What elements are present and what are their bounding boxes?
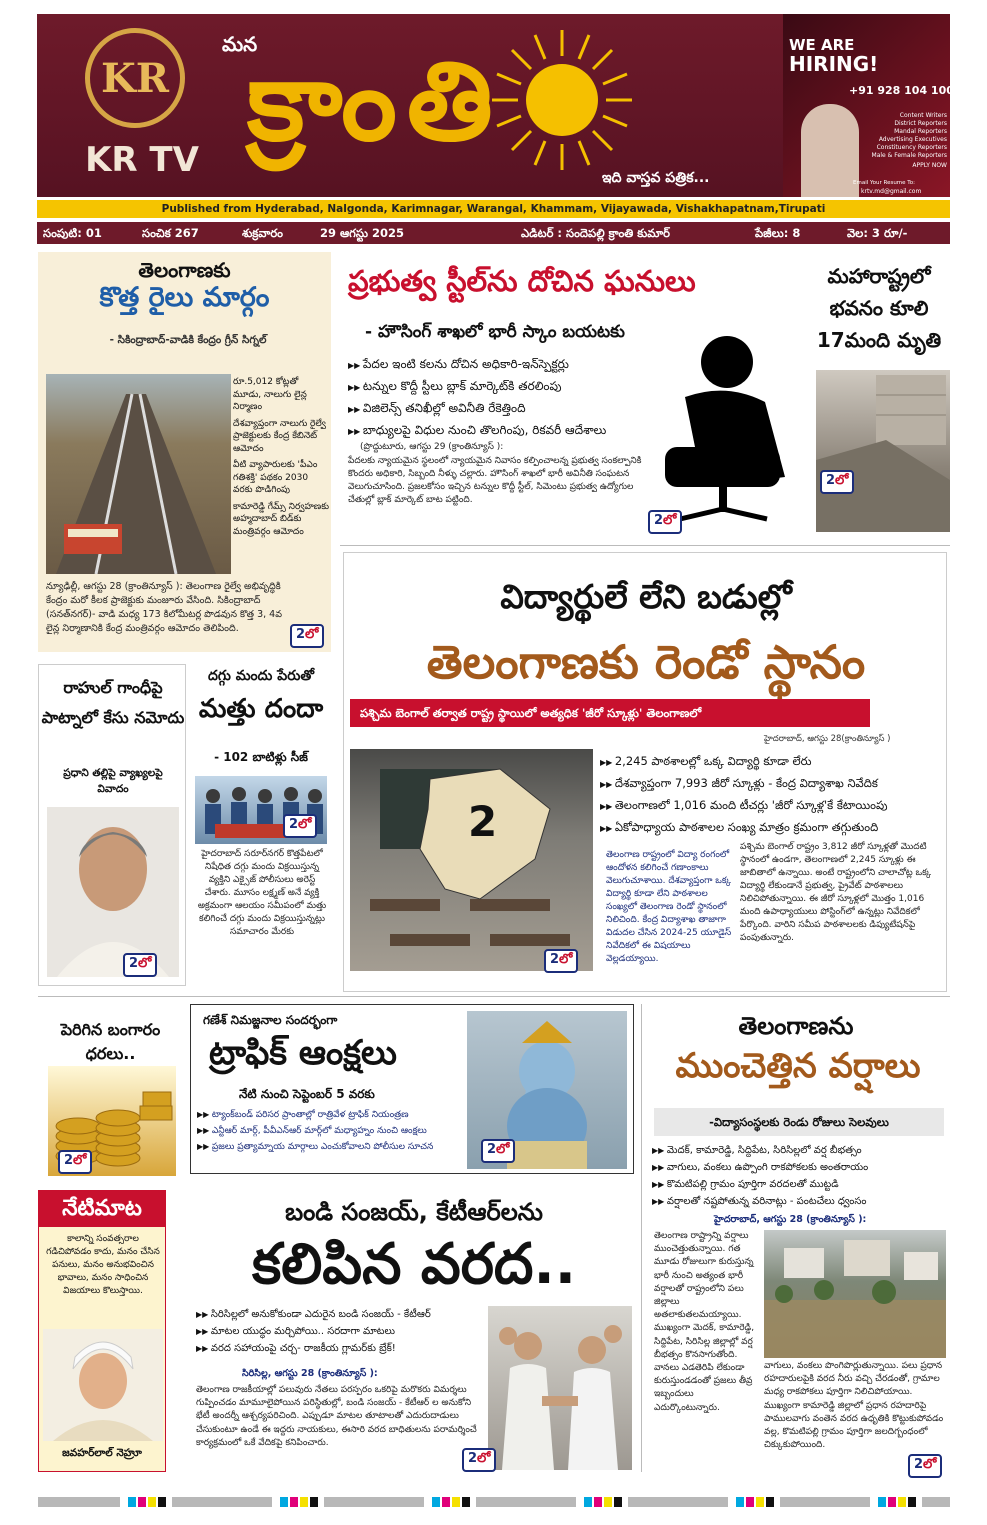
krtv-text: KR TV	[85, 140, 199, 180]
brand-mana: మన	[222, 32, 258, 56]
steel-dateline: (ప్రొద్దుటూరు, ఆగస్టు 29 (క్రాంతిన్యూస్ ):	[360, 442, 504, 452]
krtv-logo-ring	[85, 28, 185, 128]
netimata-caption: జవహర్‌లాల్ నెహ్రూ	[62, 1447, 142, 1459]
volume: సంపుటి: 01	[43, 226, 102, 240]
rains-body-col1: తెలంగాణ రాష్ట్రాన్ని వర్షాలు ముంచెత్తుతున్నాయి. గత మూడు రోజులుగా కురుస్తున్న భారీ నుంచి అత్యంత భారీ వర్షాలతో రాష్ట్రంలోని పలు జిల్లాలు అతలాకుతలమయ్యాయి. ముఖ్యంగా మెదక్, కామారెడ్డి, సిద్దిపేట, సిరిసిల్ల జిల్లాల్లో వర్ష బీభత్సం కొనసాగుతోంది. వానలు ఎడతెరిపి లేకుండా కురుస్తుండడంతో ప్రజలు తీవ్ర ఇబ్బందులు ఎదుర్కొంటున్నారు.	[654, 1231, 755, 1413]
krtv-logo	[77, 28, 197, 188]
rahul-gandhi-photo	[47, 807, 179, 977]
ad-line2: HIRING!	[789, 52, 879, 76]
rains-story	[646, 1004, 950, 1476]
railway-track-photo	[46, 374, 231, 574]
steel-story	[340, 252, 800, 537]
flood-story	[192, 1190, 636, 1472]
brand-title: క్రాంతి	[247, 37, 503, 165]
traffic-kicker: గణేశ్ నిమజ్జనాల సందర్భంగా	[203, 1013, 338, 1027]
day: శుక్రవారం	[242, 226, 284, 240]
page-2-badge[interactable]: 2లో	[820, 470, 854, 494]
divider	[340, 545, 950, 546]
schools-headline: తెలంగాణకు రెండో స్థానం	[426, 635, 866, 689]
rail-body: న్యూఢిల్లీ, ఆగస్టు 28 (క్రాంతిన్యూస్ ): తెలంగాణ రైల్వే అభివృద్ధికి కేంద్రం మరో కీలక ప్రాజెక్టుకు మంజూరు వేసింది. సికింద్రాబాద్ (సనత్‌నగర్)- వాడి మధ్య 173 కిలోమీటర్ల పొడవున కొత్త 3, 4వ లైన్ల నిర్మాణానికి కేంద్ర మంత్రివర్గం ఆమోదం తెలిపింది.	[46, 581, 282, 634]
netimata-quote: కాలాన్ని సంవత్సరాల గడిచిపోవడం కాదు, మనం చేసిన పనులు, మనం అనుభవించిన భావాలు, మనం సాధించిన విజయాలు కొలుస్తాయి.	[46, 1234, 160, 1296]
page-2-badge[interactable]: 2లో	[648, 510, 682, 534]
rail-track-icon	[46, 374, 231, 574]
leaders-meeting-icon	[488, 1306, 632, 1470]
rail-headline: కొత్త రైలు మార్గం	[99, 282, 270, 313]
page-2-badge[interactable]: 2లో	[58, 1150, 92, 1174]
date: 29 ఆగస్టు 2025	[320, 226, 404, 240]
rail-points	[233, 376, 329, 538]
traffic-point: ▶▶ ప్రజలు ప్రత్యామ్నాయ మార్గాలు ఎంచుకోవాలని పోలీసుల సూచన	[197, 1139, 467, 1155]
flood-body: తెలంగాణ రాజకీయాల్లో పలువురు నేతలు పరస్పరం ఒకరిపై మరొకరు విమర్శలు గుప్పించడం మామూలైపోయిన పరిస్థితుల్లో, బండి సంజయ్ - కేటీఆర్ ల అనుకోని భేటీ అందర్నీ ఆశ్చర్యపరిచింది. ఎప్పుడూ మాటల తూటాలతో ఎదురుదాడులు చేసుకుంటూ ఉండే ఈ ఇద్దరు నాయకులు, ఈసారి వరద బాధితులను పరామర్శించే కార్యక్రమంలో ఒకే వేదికపై కనిపించారు.	[196, 1385, 477, 1448]
tagline: ఇది వాస్తవ పత్రిక...	[602, 170, 710, 186]
rains-point: ▶▶ వాగులు, వంకలు ఉప్పొంగి రాకపోకలకు అంతరాయం	[652, 1159, 948, 1176]
netimata-title: నేటిమాట	[39, 1191, 165, 1227]
gold-headline: పెరిగిన బంగారం ధరలు..	[60, 1020, 161, 1063]
steel-point: ▶▶ టన్నుల కొద్దీ స్టీలు బ్లాక్ మార్కెట్‌కి తరలింపు	[348, 376, 668, 398]
flood-headline: కలిపిన వరద..	[251, 1232, 576, 1297]
drug-body: హైదరాబాద్ సరూర్‌నగర్ కొత్తపేటలో నిషేధిత దగ్గు మందు విక్రయిస్తున్న వ్యక్తిని ఎక్సైజ్ పోలీసులు అరెస్ట్ చేశారు. మూసం లక్ష్మణ్ అనే వ్యక్తి అక్రమంగా ఆలయం సమీపంలో మత్తు కలిగించే దగ్గు మందు విక్రయిస్తున్నట్లు సమాచారం మేరకు	[197, 849, 327, 937]
price: వెల: 3 రూ/-	[847, 226, 908, 240]
editor: ఎడిటర్ : సందెపల్లి క్రాంతి కుమార్	[521, 226, 670, 240]
ad-role: Constituency Reporters	[876, 144, 947, 151]
ad-email-label: Email Your Resume To:	[853, 180, 915, 186]
pages: పేజీలు: 8	[755, 226, 801, 240]
ad-role: Content Writers	[899, 112, 947, 119]
rail-story	[38, 252, 331, 652]
netimata-box	[38, 1190, 166, 1472]
page-2-badge[interactable]: 2లో	[462, 1448, 496, 1472]
steel-headline: ప్రభుత్వ స్టీల్‌ను దోచిన ఘనులు	[348, 264, 696, 298]
page-2-badge[interactable]: 2లో	[908, 1454, 942, 1478]
krtv-monogram: KR	[100, 54, 169, 102]
ad-person	[801, 104, 859, 197]
schools-strap: పశ్చిమ బెంగాల్ తర్వాత రాష్ట్ర స్థాయిలో అత్యధిక 'జీరో స్కూళ్లు' తెలంగాణలో	[350, 699, 870, 727]
ad-roles	[863, 112, 947, 170]
rail-kicker: తెలంగాణకు	[138, 258, 231, 282]
person-portrait-icon	[47, 807, 179, 977]
steel-points	[348, 354, 668, 442]
ad-role: Advertising Executives	[878, 136, 947, 143]
steel-body: పేదలకు న్యాయమైన స్థలంలో న్యాయమైన నివాసం కల్పించాలన్న ప్రభుత్వ సంకల్పానికి కొందరు అధికారి, సిబ్బంది నీళ్ళు చల్లారు. హౌసింగ్ శాఖలో భారీ అవినీతి సంఘటన వెలుగుచూసింది. ప్రజలకోసం ఇచ్చిన టన్నుల కొద్దీ స్టీల్, సిమెంటు ప్రభుత్వ ఉద్యోగుల చేతుల్లో బ్లాక్ మార్కెట్ బాట పట్టింది.	[348, 456, 642, 505]
traffic-sub: నేటి నుంచి సెప్టెంబర్ 5 వరకు	[239, 1087, 375, 1101]
nehru-portrait-icon	[43, 1329, 163, 1441]
flood-point: ▶▶ మాటల యుద్ధం మర్చిపోయి.. సరదాగా మాటలు	[196, 1323, 486, 1340]
masthead	[37, 14, 962, 197]
schools-kicker: విద్యార్థులే లేని బడుల్లో	[500, 577, 792, 616]
schools-point: ▶▶ 2,245 పాఠశాలల్లో ఒక్క విద్యార్థి కూడా లేరు	[600, 751, 945, 773]
traffic-point: ▶▶ ఎన్టీఆర్ మార్గ్, పీవీఎన్ఆర్ మార్గ్‌లో మధ్యాహ్నం నుంచి ఆంక్షలు	[197, 1123, 467, 1139]
rains-point: ▶▶ మెదక్, కామారెడ్డి, సిద్దిపేట, సిరిసిల్లలో వర్ష బీభత్సం	[652, 1142, 948, 1159]
traffic-story	[190, 1004, 634, 1174]
steel-point: ▶▶ పేదల ఇంటి కలను దోచిన అధికారి-ఇన్‌స్పెక్టర్లు	[348, 354, 668, 376]
flood-point: ▶▶ వరద సహాయంపై చర్చ- రాజకీయ గ్లామర్‌కు బ్రేక్!	[196, 1340, 486, 1357]
silhouette-chair-image	[645, 327, 800, 537]
schools-dateline: హైదరాబాద్, ఆగస్టు 28(క్రాంతిన్యూస్ )	[764, 734, 891, 744]
drug-kicker: దగ్గు మందు పేరుతో	[207, 668, 315, 684]
classroom-photo	[350, 749, 593, 971]
rains-dateline: హైదరాబాద్, ఆగస్టు 28 (క్రాంతిన్యూస్ ):	[714, 1214, 867, 1225]
divider	[38, 996, 950, 997]
rahul-sub: ప్రధాని తల్లిపై వ్యాఖ్యలపై వివాదం	[63, 767, 163, 795]
maharashtra-headline: మహారాష్ట్రలో భవనం కూలి 17మంది మృతి	[816, 264, 942, 352]
steel-sub: - హౌసింగ్ శాఖలో భారీ స్కాం బయటకు	[365, 322, 625, 342]
schools-point: ▶▶ ఏకోపాధ్యాయ పాఠశాలల సంఖ్య మాత్రం క్రమంగా తగ్గుతుంది	[600, 817, 945, 839]
issue: సంచిక 267	[142, 226, 199, 240]
telangana-map-icon	[350, 749, 593, 971]
ad-role: Male & Female Reporters	[871, 152, 947, 159]
map-number: 2	[468, 797, 498, 846]
flood-aerial-photo	[764, 1230, 946, 1358]
flood-point: ▶▶ సిరిసిల్లలో అనుకోకుండా ఎదురైన బండి సంజయ్ - కేటీఆర్	[196, 1306, 486, 1323]
flood-kicker: బండి సంజయ్, కేటీఆర్‌లను	[285, 1198, 543, 1226]
schools-points	[600, 751, 945, 839]
page-2-badge[interactable]: 2లో	[481, 1139, 515, 1163]
rains-point: ▶▶ వర్షాలతో నష్టపోతున్న వరినాట్లు - పంటచేలు ధ్వంసం	[652, 1193, 948, 1210]
flood-dateline: సిరిసిల్ల, ఆగస్టు 28 (క్రాంతిన్యూస్ ):	[242, 1368, 378, 1379]
divider	[641, 1004, 642, 1472]
ad-email: krtv.md@gmail.com	[861, 188, 922, 195]
date-bar	[37, 222, 950, 244]
flood-points	[196, 1306, 486, 1357]
rahul-headline: రాహుల్ గాంధీపై పాట్నాలో కేసు నమోదు	[41, 678, 185, 727]
rail-sub: - సికింద్రాబాద్-వాడికి కేంద్రం గ్రీన్ సిగ్నల్	[109, 334, 267, 346]
ad-role: District Reporters	[894, 120, 947, 127]
drug-story	[191, 664, 331, 986]
rains-body-col2: వాగులు, వంకలు పొంగిపొర్లుతున్నాయి. పలు ప్రధాన రహదారులపైకి వరద నీరు వచ్చి చేరడంతో, గ్రామాల మధ్య రాకపోకలు పూర్తిగా నిలిచిపోయాయి. ముఖ్యంగా కామారెడ్డి జిల్లాలో ప్రధాన రహదారిపై పాములవాగు వంతెన వరద ఉధృతికి కొట్టుకుపోవడం వల్ల, కొమటిపల్లి గ్రామం పూర్తిగా జలదిగ్బంధంలో చిక్కుకుపోయింది.	[764, 1361, 944, 1451]
page-2-badge[interactable]: 2లో	[290, 624, 324, 648]
ad-apply: APPLY NOW	[912, 162, 947, 169]
rail-point: దేశవ్యాప్తంగా నాలుగు రైల్వే ప్రాజెక్టులకు కేంద్ర కేబినెట్ ఆమోదం	[233, 418, 326, 454]
steel-point: ▶▶ విజిలెన్స్ తనిఖీల్లో అవినీతి రేకెత్తింది	[348, 398, 668, 420]
ad-phone: +91 928 104 1008	[849, 84, 962, 97]
schools-point: ▶▶ దేశవ్యాప్తంగా 7,993 జీరో స్కూళ్లు - కేంద్ర విద్యాశాఖ నివేదిక	[600, 773, 945, 795]
rains-kicker: తెలంగాణను	[738, 1012, 854, 1040]
nehru-portrait	[43, 1329, 163, 1441]
hiring-ad[interactable]	[783, 14, 962, 197]
leaders-meeting-photo	[488, 1306, 632, 1470]
rains-point: ▶▶ కొమటిపల్లి గ్రామం పూర్తిగా వరదలతో ముట్టడి	[652, 1176, 948, 1193]
traffic-headline: ట్రాఫిక్ ఆంక్షలు	[209, 1033, 397, 1073]
collapsed-building-photo	[816, 370, 950, 532]
page-2-badge[interactable]: 2లో	[283, 814, 317, 838]
building-debris-icon	[816, 370, 950, 532]
color-bars-icon	[38, 1497, 950, 1507]
rains-sub: -విద్యాసంస్థలకు రెండు రోజులు సెలవులు	[654, 1108, 944, 1136]
drug-headline: మత్తు దందా	[198, 694, 324, 724]
schools-body-col1: తెలంగాణ రాష్ట్రంలో విద్యా రంగంలో ఆందోళన కలిగించే గణాంకాలు వెలుగుచూశాయి. దేశవ్యాప్తంగా ఒక్క విద్యార్థి కూడా లేని పాఠశాలల సంఖ్యలో తెలంగాణ రెండో స్థానంలో నిలిచింది. కేంద్ర విద్యాశాఖ తాజాగా విడుదల చేసిన 2024-25 యూడైస్ నివేదికలో ఈ విషయాలు వెల్లడయ్యాయి.	[606, 850, 732, 964]
schools-story	[343, 552, 947, 992]
rail-point: వీటి వ్యాపారులకు 'పీఎం గతిశక్తి' పథకం 2030 వరకు పొడిగింపు	[233, 460, 318, 495]
flooded-houses-icon	[764, 1230, 946, 1358]
rail-point: కామారెడ్డి గేమ్స్ నిర్వహణకు అహ్మదాబాద్ బిడ్‌కు మంత్రివర్గం ఆమోదం	[233, 501, 330, 537]
schools-point: ▶▶ తెలంగాణలో 1,016 మంది టీచర్లు 'జీరో స్కూళ్ల'కే కేటాయింపు	[600, 795, 945, 817]
ad-line1: WE ARE	[789, 36, 855, 54]
gold-story	[38, 1008, 183, 1186]
steel-point: ▶▶ బాధ్యులపై విధుల నుంచి తొలగింపు, రికవరీ ఆదేశాలు	[348, 420, 668, 442]
print-registration-strip	[38, 1492, 950, 1502]
published-bar: Published from Hyderabad, Nalgonda, Karimnagar, Warangal, Khammam, Vijayawada, Vishakhapatnam,Tirupati	[37, 200, 950, 218]
traffic-point: ▶▶ ట్యాంక్‌బండ్ పరిసర ప్రాంతాల్లో రాత్రివేళ ట్రాఫిక్ నియంత్రణ	[197, 1107, 467, 1123]
page-2-badge[interactable]: 2లో	[544, 949, 578, 973]
drug-sub: - 102 బాటిళ్లు సీజ్	[214, 750, 308, 764]
page-2-badge[interactable]: 2లో	[123, 953, 157, 977]
ad-role: Mandal Reporters	[894, 128, 947, 135]
rahul-story	[38, 664, 186, 986]
rains-headline: ముంచెత్తిన వర్షాలు	[675, 1046, 921, 1086]
rains-points	[652, 1142, 948, 1210]
schools-body-col2: పశ్చిమ బెంగాల్ రాష్ట్రం 3,812 జీరో స్కూళ్లతో మొదటి స్థానంలో ఉండగా, తెలంగాణలో 2,245 స్కూళ్లు ఈ జాబితాలో ఉన్నాయి. అంటే రాష్ట్రంలోని చాలాచోట్ల ఒక్క విద్యార్థి లేకుండానే ప్రభుత్వ, ప్రైవేట్ పాఠశాలలు నిలిచిపోతున్నాయి. ఈ జీరో స్కూళ్లలో మొత్తం 1,016 మంది ఉపాధ్యాయులు పోస్టింగ్‌లో ఉన్నట్లు నివేదికలో పేర్కొంది. వారిని సమీప పాఠశాలలకు డిప్యుటేషన్‌పై పంపుతున్నారు.	[740, 842, 932, 943]
maharashtra-story	[808, 252, 950, 537]
rail-point: రూ.5,012 కోట్లతో మూడు, నాలుగు లైన్ల నిర్మాణం	[233, 377, 307, 412]
traffic-points	[197, 1107, 467, 1155]
